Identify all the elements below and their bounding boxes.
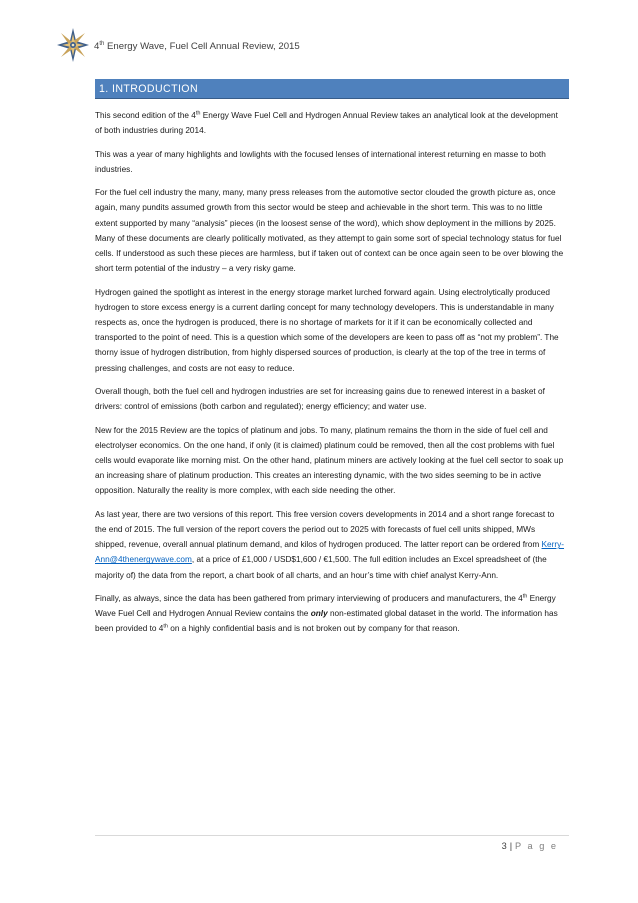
p8-superscript-2: th — [163, 623, 168, 630]
p8-text-c: non-estimated global dataset in the world. The information has been provided to 4 — [95, 609, 558, 634]
paragraph-1 — [95, 108, 567, 138]
p7-text-b: , at a price of £1,000 / USD$1,600 / €1,500. The full edition includes an Excel spreadsheet of (the majority of) the data from the report, a chart book of all charts, and an hour’s time with chief analyst Kerry-Ann. — [95, 555, 547, 580]
paragraph-3: For the fuel cell industry the many, many, many press releases from the automotive sector clouded the growth picture as, once again, many pundits assumed growth from this sector would be steep and achievable in the short term. This was to no little extent supported by many “analysis” pieces (in the loosest sense of the word), which show deployment in the millions by 2025. Many of these documents are clearly politically motivated, as they attempt to gain some sort of special technology status for fuel cells. If understood as such these pieces are harmless, but if taken out of context can be once again seen to be over blowing the short term potential of the industry – a very risky game. — [95, 188, 564, 274]
paragraph-7 — [95, 507, 567, 583]
p1-superscript: th — [195, 110, 201, 117]
p8-emphasis-only: only — [310, 609, 328, 619]
page-label: P a g e — [515, 841, 558, 851]
running-header — [94, 41, 300, 52]
header-edition-number: 4 — [94, 41, 100, 52]
paragraph-5: Overall though, both the fuel cell and hydrogen industries are set for increasing gains due to renewed interest in a basket of drivers: control of emissions (both carbon and regulated); energy efficiency; and water use. — [95, 387, 545, 412]
page-footer — [502, 841, 558, 851]
footer-divider — [95, 835, 569, 836]
paragraph-2: This was a year of many highlights and lowlights with the focused lenses of international interest returning en masse to both industries. — [95, 149, 546, 174]
p7-text-a: As last year, there are two versions of this report. This free version covers developments in 2014 and a short range forecast to the end of 2015. The full version of the report covers the period out to 2025 with forecasts of fuel cell units shipped, MWs shipped, revenue, overall annual platinum demand, and kilos of hydrogen produced. The latter report can be ordered from — [95, 509, 555, 550]
p1-text-b: Energy Wave Fuel Cell and Hydrogen Annual Review takes an analytical look at the development of both industries during 2014. — [95, 111, 558, 136]
star-compass-logo-icon — [55, 27, 91, 63]
header-edition-suffix: th — [99, 41, 105, 47]
p8-superscript-1: th — [522, 593, 528, 600]
p8-text-b: Energy Wave Fuel Cell and Hydrogen Annual Review contains the — [95, 594, 556, 619]
page-number: 3 — [501, 841, 507, 851]
p8-text-d: on a highly confidential basis and is not broken out by company for that reason. — [167, 624, 460, 634]
paragraph-8 — [95, 591, 567, 637]
paragraph-6: New for the 2015 Review are the topics of platinum and jobs. To many, platinum remains the thorn in the side of fuel cell and electrolyser economics. On the one hand, if only (it is claimed) platinum could be removed, then all the cost problems with fuel cells would evaporate like morning mist. On the other hand, platinum miners are actively looking at the fuel cell sector to soak up an increasing share of platinum production. This creates an interesting dynamic, with the two sides seeming to be in active opposition. Naturally the reality is more complex, with each side needing the other. — [95, 425, 564, 496]
footer-separator: | — [506, 841, 516, 851]
p1-text-a: This second edition of the 4 — [95, 111, 196, 120]
paragraph-4: Hydrogen gained the spotlight as interest in the energy storage market lurched forward again. Using electrolytically produced hydrogen to store excess energy is a current darling concept for many technology developers. This is understandable in many respects as, once the hydrogen is produced, there is no shortage of markets for it if it can be economically collected and transported to the point of need. This is a question which some of the developers are keen to pass off as “not my problem”. The thorny issue of hydrogen distribution, from highly dispersed sources of production, is clearly at the top of the tree in terms of pressing challenges, and costs are not easy to reduce. — [95, 287, 559, 373]
email-link[interactable]: Kerry-Ann@4thenergywave.com — [95, 540, 565, 565]
p8-text-a: Finally, as always, since the data has been gathered from primary interviewing of producers and manufacturers, the 4 — [95, 594, 523, 603]
header-title: Energy Wave, Fuel Cell Annual Review, 2015 — [104, 41, 300, 52]
body-text — [95, 108, 567, 645]
section-heading: 1. INTRODUCTION — [95, 79, 569, 99]
